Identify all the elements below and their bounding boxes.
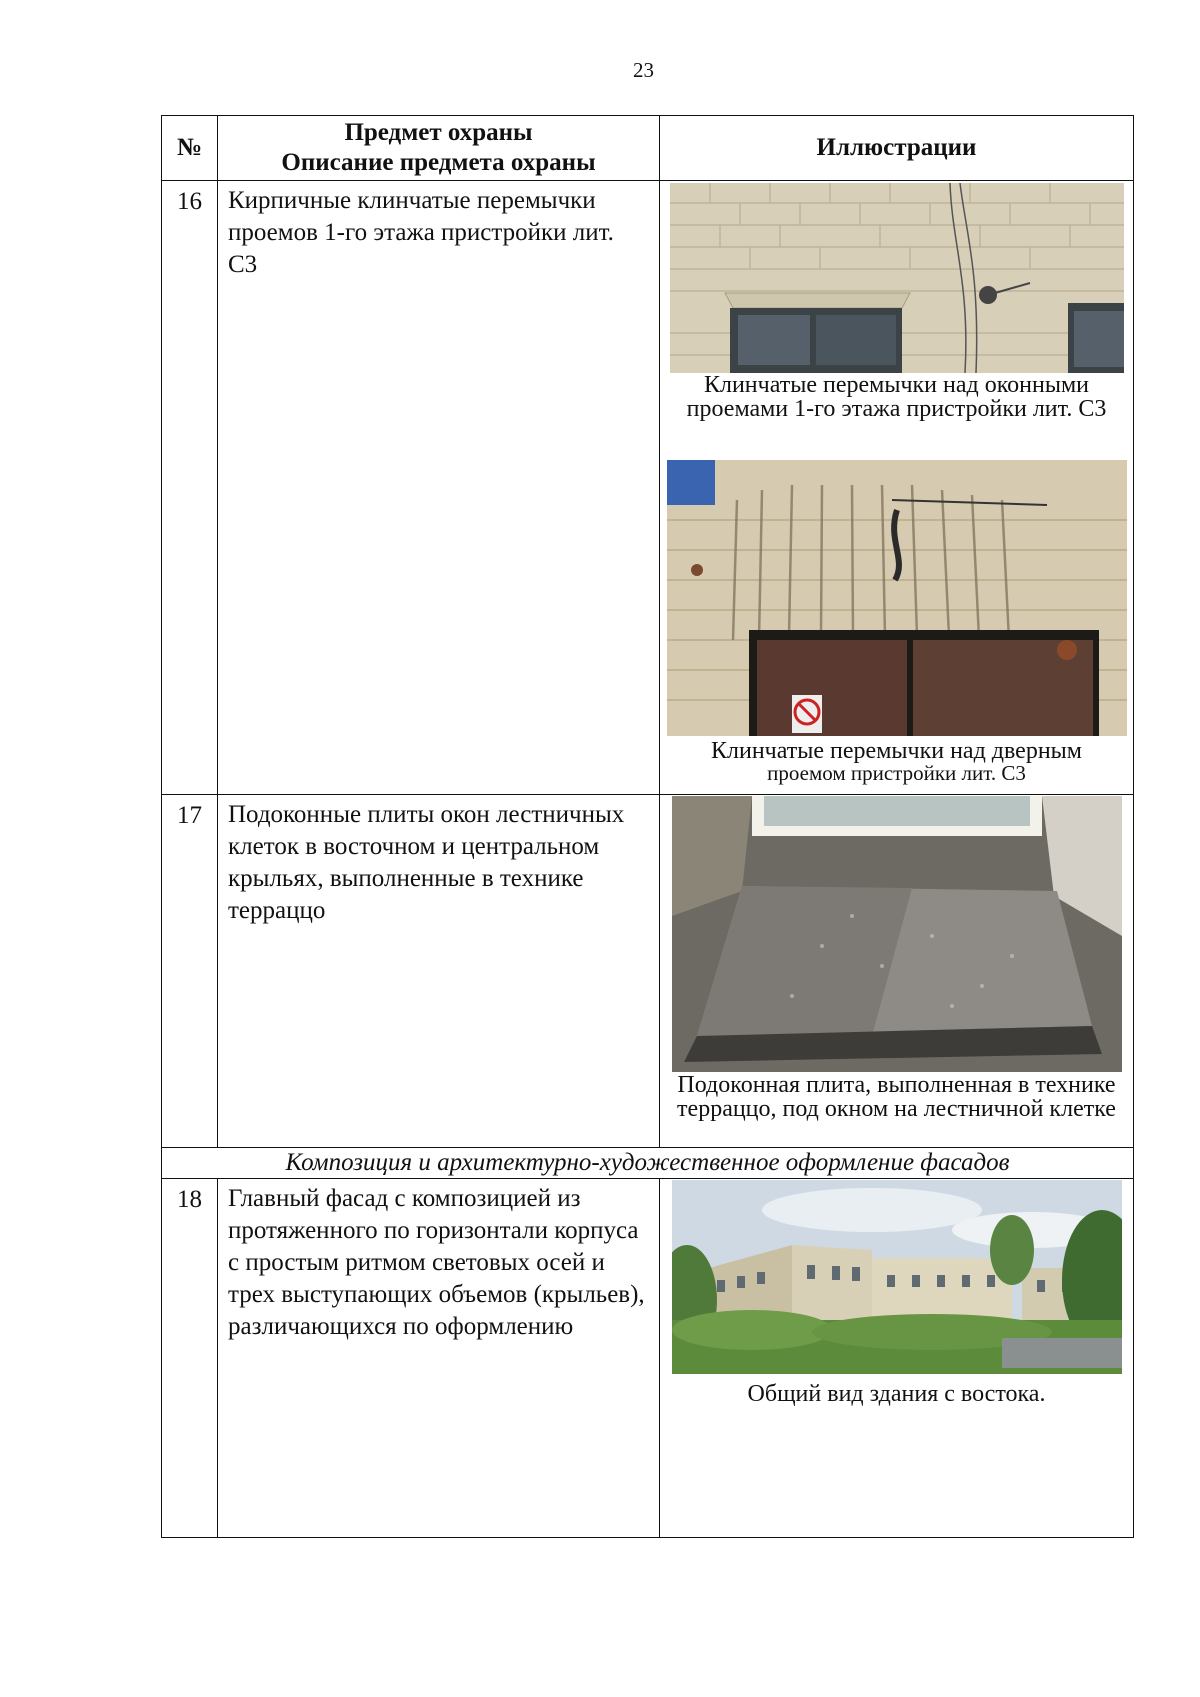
header-subject-line2: Описание предмета охраны xyxy=(281,149,596,176)
protection-subject-table xyxy=(161,115,1134,1538)
row-illustrations xyxy=(660,795,1134,1148)
table-row xyxy=(162,181,1134,795)
photo-terrazzo-sill xyxy=(672,796,1122,1072)
section-title: Композиция и архитектурно-художественное оформление фасадов xyxy=(162,1148,1134,1179)
caption-door-lintel-2: проемом пристройки лит. С3 xyxy=(767,761,1026,785)
table-row xyxy=(162,795,1134,1148)
header-illustrations: Иллюстрации xyxy=(660,116,1134,181)
photo-door-lintel xyxy=(667,460,1127,736)
header-subject-line1: Предмет охраны xyxy=(344,119,533,146)
row-description: Кирпичные клинчатые перемычки проемов 1-го этажа пристройки лит. С3 xyxy=(218,181,660,795)
row-illustrations xyxy=(660,1179,1134,1538)
table-row xyxy=(162,1179,1134,1538)
caption-door-lintel-1: Клинчатые перемычки над дверным xyxy=(711,738,1082,764)
row-number: 18 xyxy=(162,1179,218,1538)
row-number: 16 xyxy=(162,181,218,795)
section-row xyxy=(162,1148,1134,1179)
header-subject xyxy=(218,116,660,181)
caption-terrazzo-sill: Подоконная плита, выполненная в технике терраццо, под окном на лестничной клетке xyxy=(677,1072,1116,1122)
caption-building-east-view: Общий вид здания с востока. xyxy=(747,1381,1046,1407)
page-number: 23 xyxy=(633,58,654,82)
caption-window-lintels: Клинчатые перемычки над оконными проемами 1-го этажа пристройки лит. С3 xyxy=(686,372,1107,422)
header-number: № xyxy=(162,116,218,181)
row-description: Главный фасад с композицией из протяженного по горизонтали корпуса с простым ритмом световых осей и трех выступающих объемов (крыльев), различающихся по оформлению xyxy=(218,1179,660,1538)
row-number: 17 xyxy=(162,795,218,1148)
table-header-row xyxy=(162,116,1134,181)
row-description: Подоконные плиты окон лестничных клеток в восточном и центральном крыльях, выполненные в технике терраццо xyxy=(218,795,660,1148)
photo-building-east-view xyxy=(672,1180,1122,1374)
row-illustrations xyxy=(660,181,1134,795)
photo-window-lintels xyxy=(670,183,1124,373)
